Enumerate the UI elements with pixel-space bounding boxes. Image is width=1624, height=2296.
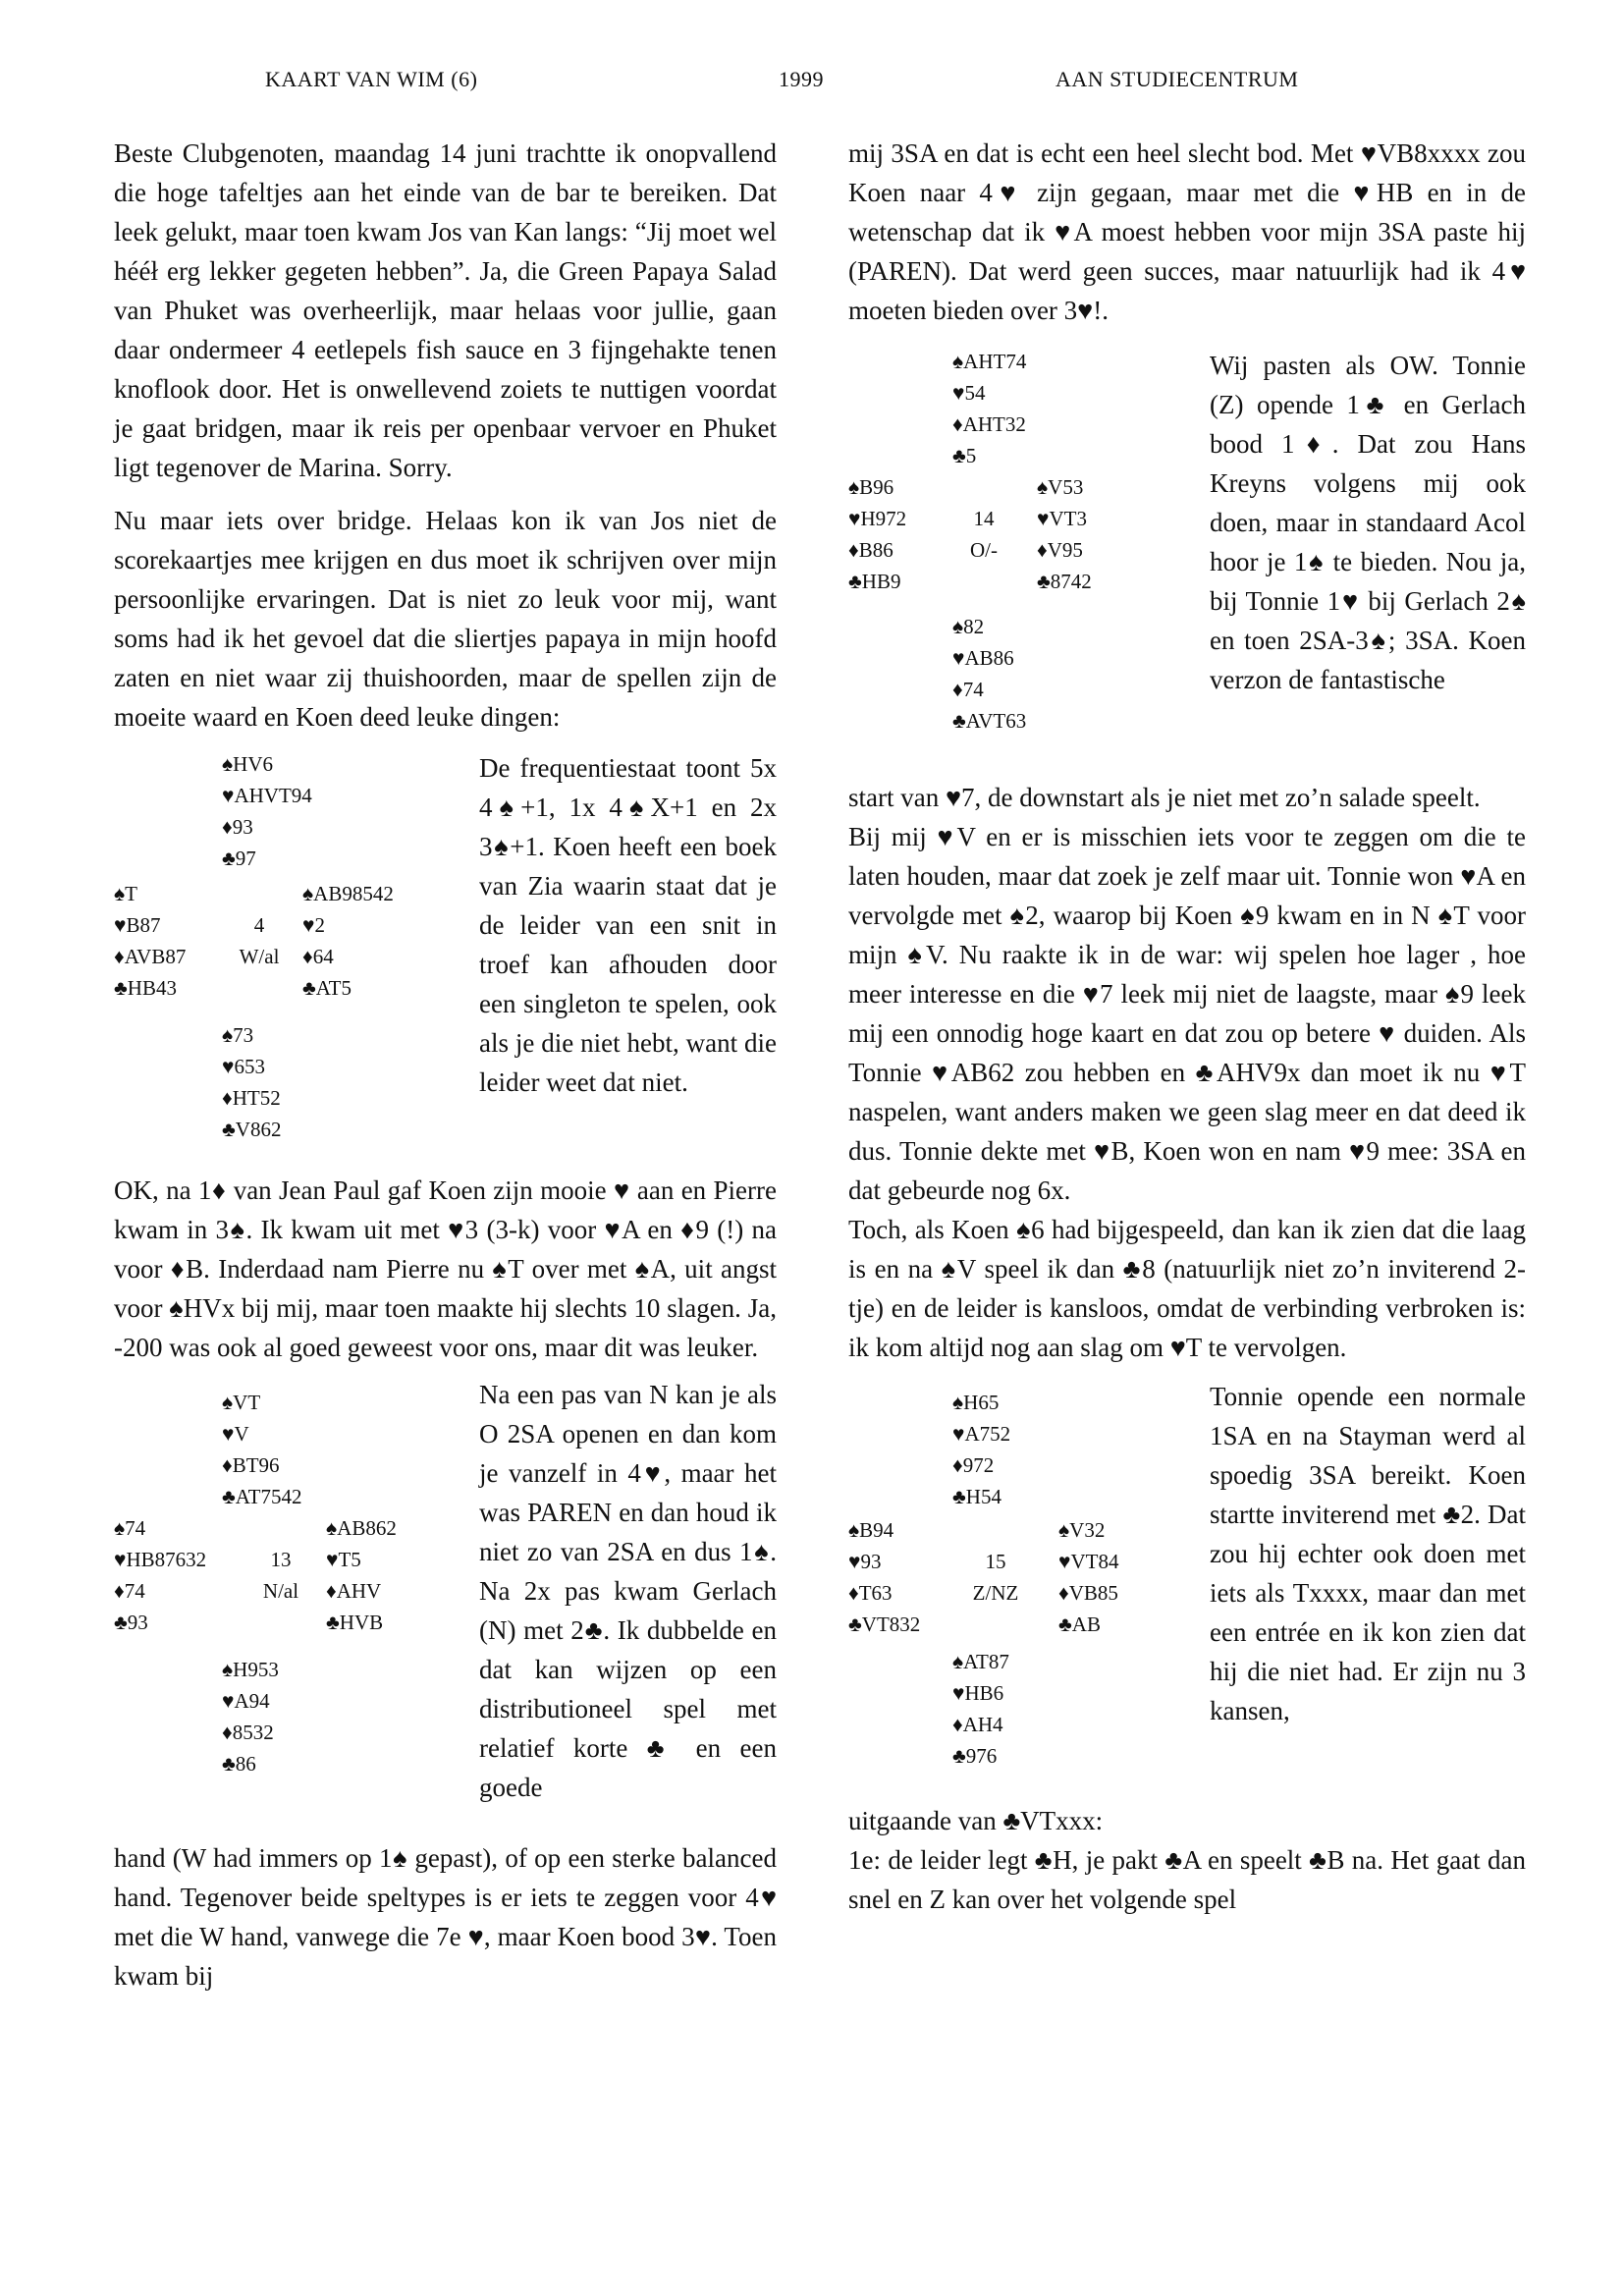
hand-north: ♠AHT74 ♥54 ♦AHT32 ♣5 [952, 350, 1027, 467]
paragraph: Nu maar iets over bridge. Helaas kon ik van Jos niet de scorekaartjes mee krijgen en dus moet ik schrijven over mijn persoonlijke ervaringen. Dat is niet zo leuk voor mij, want soms had ik het gevoel dat die sliertjes papaya in mijn hoofd zaten en niet waar zij thuishoorden, maar de spellen zijn de moeite waard en Koen deed leuke dingen: [114, 506, 777, 732]
right-column [848, 134, 1526, 1919]
list-marker: 1e: [848, 1845, 881, 1875]
deal-info [954, 503, 1013, 566]
paragraph: mij 3SA en dat is echt een heel slecht bod. Met ♥VB8xxxx zou Koen naar 4♥ zijn gegaan, maar met die ♥HB en in de wetenschap dat ik ♥A moest hebben voor mijn 3SA paste hij (PAREN). Dat werd geen succes, maar natuurlijk had ik 4♥ moeten bieden over 3♥!. [848, 138, 1526, 325]
hand-north: ♠HV6 ♥AHVT94 ♦93 ♣97 [222, 752, 312, 870]
vulnerability: W/al [239, 945, 280, 968]
paragraph: De frequentiestaat toont 5x 4♠+1, 1x 4♠X+1 en 2x 3♠+1. Koen heeft een boek van Zia waarin staat dat je de leider van een snit in troef kan afhouden door een singleton te spelen, ook als je die niet hebt, want die leider weet dat niet. [479, 753, 777, 1097]
vulnerability: Z/NZ [972, 1581, 1019, 1605]
deal-info [251, 1544, 310, 1607]
paragraph: OK, na 1♦ van Jean Paul gaf Koen zijn mooie ♥ aan en Pierre kwam in 3♠. Ik kwam uit met ♥3 (3-k) voor ♥A en ♦9 (!) na voor ♦B. Inderdaad nam Pierre nu ♠T over met ♠A, uit angst voor ♠HVx bij mij, maar toen maakte hij slechts 10 slagen. Ja, -200 was ook al goed geweest voor ons, maar dit was leuker. [114, 1175, 777, 1362]
hand-west: ♠T ♥B87 ♦AVB87 ♣HB43 [114, 882, 187, 1000]
deal-info [958, 1546, 1033, 1609]
hand-south: ♠H953 ♥A94 ♦8532 ♣86 [222, 1658, 279, 1776]
paragraph: Bij mij ♥V en er is misschien iets voor te zeggen om die te laten houden, maar dat zoek je zelf maar uit. Tonnie won ♥A en vervolgde met ♠2, waarop bij Koen ♠9 kwam en in N ♠T voor mijn ♠V. Nu raakte ik in de war: wij spelen hoe lager , hoe meer interesse en die ♥7 leek mij niet de laagste, maar ♠9 leek mij een onnodig hoge kaart en dat zou op betere ♥ duiden. Als Tonnie ♥AB62 zou hebben en ♣AHV9x dan moet ik nu ♥T naspelen, want anders maken we geen slag meer en dat deed ik dus. Tonnie dekte met ♥B, Koen won en nam ♥9 mee: 3SA en dat gebeurde nog 6x. [848, 822, 1526, 1205]
header-center: 1999 [779, 67, 824, 91]
deal-13-block [114, 1375, 777, 1838]
paragraph: Na een pas van N kan je als O 2SA openen en dan kom je vanzelf in 4♥, maar het was PAREN en dan houd ik niet zo van 2SA en dus 1♠. Na 2x pas kwam Gerlach (N) met 2♣. Ik dubbelde en dat kan wijzen op een distributioneel spel met relatief korte ♣ en een goede [479, 1380, 777, 1802]
deal-info [230, 909, 289, 972]
hand-east: ♠AB862 ♥T5 ♦AHV ♣HVB [326, 1516, 397, 1634]
board-number: 4 [253, 913, 265, 937]
paragraph: uitgaande van ♣VTxxx: [848, 1806, 1104, 1835]
deal-4-block [114, 748, 777, 1171]
hand-south: ♠AT87 ♥HB6 ♦AH4 ♣976 [952, 1650, 1009, 1768]
paragraph: Wij pasten als OW. Tonnie (Z) opende 1♣ en Gerlach bood 1♦. Dat zou Hans Kreyns volgens mij ook doen, maar in standaard Acol hoor je 1♠ te bieden. Nou ja, bij Tonnie 1♥ bij Gerlach 2♠ en toen 2SA-3♠; 3SA. Koen verzon de fantastische [1210, 351, 1526, 694]
header-left: KAART VAN WIM (6) [265, 67, 478, 91]
hand-west: ♠B94 ♥93 ♦T63 ♣VT832 [848, 1518, 921, 1636]
hand-west: ♠B96 ♥H972 ♦B86 ♣HB9 [848, 475, 907, 593]
paragraph: hand (W had immers op 1♠ gepast), of op een sterke balanced hand. Tegenover beide speltypes is er iets te zeggen voor 4♥ met die W hand, vanwege die 7e ♥, maar Koen bood 3♥. Toen kwam bij [114, 1843, 777, 1991]
hand-south: ♠73 ♥653 ♦HT52 ♣V862 [222, 1023, 282, 1141]
hand-west: ♠74 ♥HB87632 ♦74 ♣93 [114, 1516, 207, 1634]
board-number: 14 [973, 507, 995, 530]
board-number: 13 [270, 1548, 292, 1571]
paragraph-text: de leider legt ♣H, je pakt ♣A en speelt ♣B na. Het gaat dan snel en Z kan over het volgende spel [848, 1845, 1526, 1914]
paragraph: Tonnie opende een normale 1SA en na Stayman werd al spoedig 3SA bereikt. Koen startte inviterend met ♣2. Dat zou hij echter ook doen met iets als Txxxx, maar dan met een entrée en ik kon zien dat hij die niet had. Er zijn nu 3 kansen, [1210, 1382, 1526, 1725]
hand-south: ♠82 ♥AB86 ♦74 ♣AVT63 [952, 615, 1027, 733]
paragraph: Beste Clubgenoten, maandag 14 juni trachtte ik onopvallend die hoge tafeltjes aan het einde van de bar te bereiken. Dat leek gelukt, maar toen kwam Jos van Kan langs: “Jij moet wel hééł erg lekker gegeten hebben”. Ja, die Green Papaya Salad van Phuket was overheerlijk, maar helaas voor jullie, gaan daar ondermeer 4 eetlepels fish sauce en 3 fijngehakte tenen knoflook door. Het is onwellevend zoiets te nuttigen voordat je gaat bridgen, maar ik reis per openbaar vervoer en Phuket ligt tegenover de Marina. Sorry. [114, 138, 777, 482]
vulnerability: O/- [970, 538, 998, 562]
paragraph [848, 1840, 1526, 1919]
hand-north: ♠VT ♥V ♦BT96 ♣AT7542 [222, 1391, 302, 1508]
deal-15-block [848, 1377, 1526, 1801]
hand-east: ♠AB98542 ♥2 ♦64 ♣AT5 [302, 882, 394, 1000]
vulnerability: N/al [262, 1579, 299, 1603]
paragraph: start van ♥7, de downstart als je niet met zo’n salade speelt. [848, 783, 1481, 812]
header-right: AAN STUDIECENTRUM [1056, 67, 1299, 91]
board-number: 15 [985, 1550, 1006, 1573]
paragraph: Toch, als Koen ♠6 had bijgespeeld, dan kan ik zien dat die laag is en na ♠V speel ik dan ♣8 (natuurlijk niet zo’n inviterend 2-tje) en de leider is kansloos, omdat de verbinding verbroken is: ik kom altijd nog aan slag om ♥T te vervolgen. [848, 1215, 1526, 1362]
hand-north: ♠H65 ♥A752 ♦972 ♣H54 [952, 1391, 1011, 1508]
deal-14-block [848, 346, 1526, 778]
left-column [114, 134, 777, 1995]
hand-east: ♠V32 ♥VT84 ♦VB85 ♣AB [1058, 1518, 1119, 1636]
hand-east: ♠V53 ♥VT3 ♦V95 ♣8742 [1037, 475, 1092, 593]
